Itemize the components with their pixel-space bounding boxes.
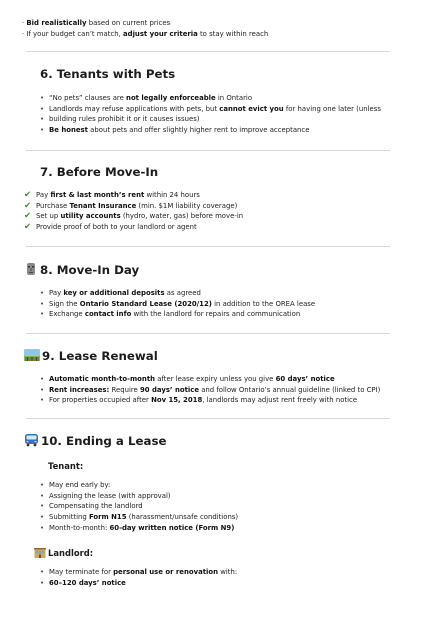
list-item: • “No pets” clauses are not legally enforceable in Ontario [40, 93, 381, 104]
checklist-item: ✔ Pay first & last month’s rent within 24 hours [24, 190, 200, 200]
landlord-subheading: Landlord: [34, 547, 93, 560]
landlord-list [40, 567, 237, 588]
list-item: • May end early by: [40, 480, 238, 491]
list-item: • 60–120 days’ notice [40, 578, 237, 589]
checkmark-icon: ✔ [24, 200, 32, 211]
list-item: • Assigning the lease (with approval) [40, 491, 238, 502]
section-title-ending-lease: 10. Ending a Lease [24, 433, 166, 450]
list-item: • Submitting Form N15 (harassment/unsafe conditions) [40, 512, 238, 523]
list-item: • May terminate for personal use or renovation with: [40, 567, 237, 578]
list-item: • Be honest about pets and offer slightly higher rent to improve acceptance [40, 125, 381, 136]
list-item: • Automatic month-to-month after lease expiry unless you give 60 days’ notice [40, 374, 380, 385]
tenant-subheading: Tenant: [48, 461, 84, 471]
building-icon [34, 547, 46, 560]
list-item: • Exchange contact info with the landlord for repairs and communication [40, 309, 315, 320]
list-item: • Pay key or additional deposits as agreed [40, 288, 315, 299]
section-title-lease-renewal: 9. Lease Renewal [24, 348, 158, 365]
checkmark-icon: ✔ [24, 190, 32, 200]
divider [26, 51, 390, 52]
divider [26, 418, 390, 419]
railway-track-icon [24, 348, 40, 365]
bus-icon [24, 433, 39, 450]
divider [26, 333, 390, 334]
intro-line-budget: · If your budget can’t match, adjust your criteria to stay within reach [22, 30, 269, 38]
list-item: • Month-to-month: 60-day written notice (Form N9) [40, 523, 238, 534]
section-title-before-move-in: 7. Before Move-In [40, 165, 159, 179]
intro-line-bid: · Bid realistically based on current prices [22, 19, 171, 27]
before-move-in-checklist [24, 190, 243, 233]
checklist-item: ✔ Provide proof of both to your landlord or agent [24, 222, 197, 233]
list-item: • Sign the Ontario Standard Lease (2020/12) in addition to the OREA lease [40, 299, 315, 310]
list-item: • Compensating the landlord [40, 501, 238, 512]
divider [26, 246, 390, 247]
list-item-continuation: • building rules prohibit it or it causes issues) [40, 114, 381, 125]
checklist-item: ✔ Set up utility accounts (hydro, water, gas) before move-in [24, 211, 244, 222]
moai-icon [24, 262, 38, 279]
list-item: • For properties occupied after Nov 15, 2018, landlords may adjust rent freely with notice [40, 395, 380, 406]
tenant-list [40, 480, 238, 534]
checkmark-icon: ✔ [24, 211, 32, 222]
divider [26, 150, 390, 151]
section-title-move-in-day: 8. Move-In Day [24, 262, 139, 279]
checkmark-icon: ✔ [24, 222, 32, 233]
pets-list [40, 93, 381, 136]
lease-renewal-list [40, 374, 380, 406]
list-item: • Landlords may refuse applications with pets, but cannot evict you for having one later (unless [40, 104, 381, 115]
move-in-day-list [40, 288, 315, 320]
checklist-item: ✔ Purchase Tenant Insurance (min. $1M liability coverage) [24, 200, 238, 211]
section-title-pets: 6. Tenants with Pets [40, 67, 176, 81]
list-item: • Rent increases: Require 90 days’ notice and follow Ontario’s annual guideline (linked to CPI) [40, 385, 380, 396]
